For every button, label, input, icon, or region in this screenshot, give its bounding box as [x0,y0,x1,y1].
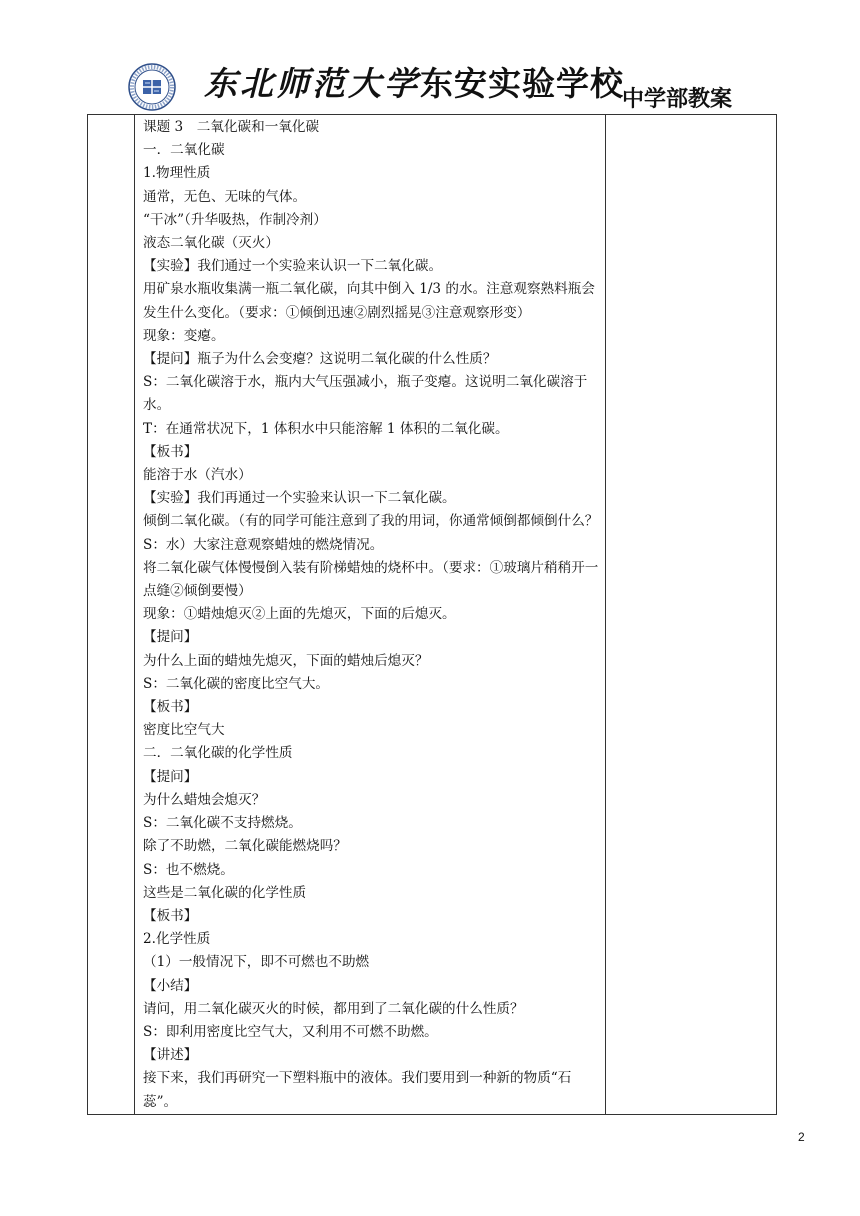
lesson-line: 1.物理性质 [143,165,211,182]
lesson-line: 液态二氧化碳（灭火） [143,235,279,252]
lesson-line: 现象：变瘪。 [143,327,225,344]
lesson-line: 这些是二氧化碳的化学性质 [143,884,307,901]
lesson-line: 2.化学性质 [143,931,211,948]
lesson-plan-table [87,114,777,1115]
lesson-line: 【小结】 [143,977,198,994]
left-margin-cell [88,115,135,1115]
lesson-line: 课题 3 二氧化碳和一氧化碳 [143,119,320,135]
lesson-line: 【提问】瓶子为什么会变瘪？这说明二氧化碳的什么性质？ [143,351,497,368]
lesson-line: 【板书】 [143,443,198,460]
lesson-line: 【板书】 [143,699,198,716]
lesson-line: （1）一般情况下，即不可燃也不助燃 [143,954,370,971]
lesson-line: S：二氧化碳溶于水，瓶内大气压强减小，瓶子变瘪。这说明二氧化碳溶于水。 [143,374,588,414]
lesson-line: 为什么上面的蜡烛先熄灭，下面的蜡烛后熄灭？ [143,652,429,669]
lesson-line: S：也不燃烧。 [143,861,234,878]
lesson-line: 【实验】我们再通过一个实验来认识一下二氧化碳。 [143,490,456,507]
lesson-line: S：二氧化碳不支持燃烧。 [143,815,302,832]
lesson-line: S：即利用密度比空气大，又利用不可燃不助燃。 [143,1023,438,1040]
lesson-line: 请问，用二氧化碳灭火的时候，都用到了二氧化碳的什么性质？ [143,1000,524,1017]
lesson-line: 接下来，我们再研究一下塑料瓶中的液体。我们要用到一种新的物质“石蕊”。 [143,1070,572,1110]
school-emblem-icon [128,63,176,111]
lesson-line: “干冰”（升华吸热，作制冷剂） [143,211,327,228]
lesson-line: 为什么蜡烛会熄灭？ [143,791,266,808]
lesson-line: S：二氧化碳的密度比空气大。 [143,675,330,692]
page-number: 2 [798,1130,805,1144]
lesson-line: 密度比空气大 [143,722,225,739]
lesson-line: 【讲述】 [143,1047,198,1064]
notes-cell [606,115,777,1115]
lesson-line: 除了不助燃，二氧化碳能燃烧吗？ [143,838,347,855]
lesson-line: 通常，无色、无味的气体。 [143,188,307,205]
lesson-content-cell [135,115,606,1115]
lesson-line: 【提问】 [143,629,198,646]
lesson-line: 【板书】 [143,907,198,924]
lesson-line: 能溶于水（汽水） [143,467,252,484]
lesson-content [135,115,605,1114]
lesson-line: 用矿泉水瓶收集满一瓶二氧化碳，向其中倒入 1/3 的水。注意观察熟料瓶会发生什么变化。（要求：①倾倒迅速②剧烈摇晃③注意观察形变） [143,281,595,321]
lesson-line: 一．二氧化碳 [143,142,225,159]
lesson-line: 【实验】我们通过一个实验来认识一下二氧化碳。 [143,258,443,275]
school-name: 东北师范大学东安实验学校 [204,64,624,103]
lesson-line: 现象：①蜡烛熄灭②上面的先熄灭，下面的后熄灭。 [143,606,456,623]
lesson-line: 二．二氧化碳的化学性质 [143,745,293,762]
lesson-line: 【提问】 [143,768,198,785]
lesson-line: 倾倒二氧化碳。（有的同学可能注意到了我的用词，你通常倾倒都倾倒什么？S：水）大家注意观察蜡烛的燃烧情况。 [143,513,599,553]
lesson-line: T：在通常状况下，1 体积水中只能溶解 1 体积的二氧化碳。 [143,420,509,437]
page-header [128,58,778,114]
lesson-line: 将二氧化碳气体慢慢倒入装有阶梯蜡烛的烧杯中。（要求：①玻璃片稍稍开一点缝②倾倒要慢） [143,559,599,600]
department-label: 中学部教案 [622,87,733,112]
